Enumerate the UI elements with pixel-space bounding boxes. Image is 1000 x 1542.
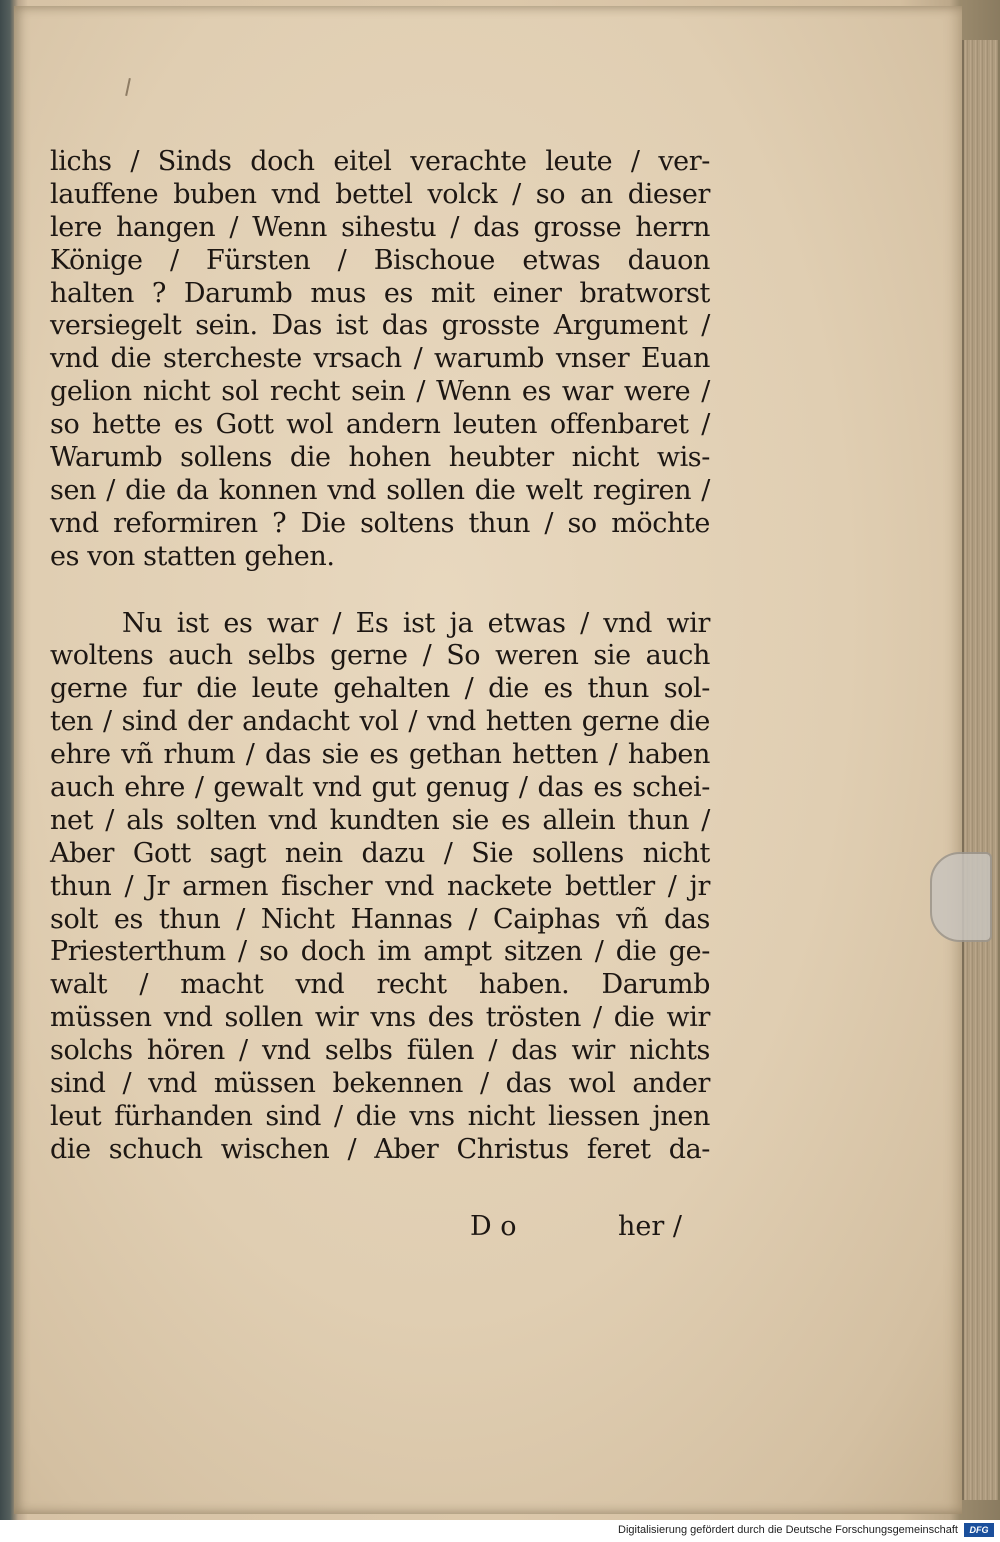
paragraph-2 bbox=[50, 608, 710, 1167]
text-line: Warumb sollens die hohen heubter nicht wis- bbox=[50, 442, 710, 474]
text-line: Priesterthum / so doch im ampt sitzen / die ge- bbox=[50, 936, 710, 968]
text-line: sind / vnd müssen bekennen / das wol ander bbox=[50, 1068, 710, 1100]
text-line: auch ehre / gewalt vnd gut genug / das es schei- bbox=[50, 772, 710, 804]
text-line: lere hangen / Wenn sihestu / das grosse herrn bbox=[50, 211, 710, 243]
text-line: Nu ist es war / Es ist ja etwas / vnd wir bbox=[122, 607, 710, 639]
page-edges bbox=[962, 40, 998, 1500]
text-line: leut fürhanden sind / die vns nicht liessen jnen bbox=[50, 1100, 710, 1132]
footer-bar bbox=[0, 1520, 1000, 1542]
clip-tab-icon bbox=[930, 852, 992, 942]
text-line: Aber Gott sagt nein dazu / Sie sollens nicht bbox=[50, 837, 710, 869]
text-line: gelion nicht sol recht sein / Wenn es war were / bbox=[50, 376, 710, 408]
signature-mark: D o bbox=[470, 1211, 517, 1242]
text-line: Könige / Fürsten / Bischoue etwas dauon bbox=[50, 244, 710, 276]
text-line: vnd reformiren ? Die soltens thun / so möchte bbox=[50, 507, 710, 539]
text-line: die schuch wischen / Aber Christus feret da- bbox=[50, 1133, 710, 1165]
dfg-logo-icon: DFG bbox=[964, 1523, 994, 1537]
text-line: vnd die stercheste vrsach / warumb vnser Euan bbox=[50, 343, 710, 375]
catchword: her / bbox=[618, 1211, 682, 1242]
paragraph-gap bbox=[50, 574, 710, 608]
text-line: halten ? Darumb mus es mit einer bratworst bbox=[50, 277, 710, 309]
text-line: ehre vñ rhum / das sie es gethan hetten / haben bbox=[50, 739, 710, 771]
text-line: walt / macht vnd recht haben. Darumb bbox=[50, 969, 710, 1001]
text-line: gerne fur die leute gehalten / die es thun sol- bbox=[50, 673, 710, 705]
footer-credit: Digitalisierung gefördert durch die Deutsche Forschungsgemeinschaft bbox=[618, 1524, 958, 1536]
text-line: versiegelt sein. Das ist das grosste Argument / bbox=[50, 310, 710, 342]
text-line: thun / Jr armen fischer vnd nackete bettler / jr bbox=[50, 870, 710, 902]
paragraph-1 bbox=[50, 146, 710, 574]
text-line: ten / sind der andacht vol / vnd hetten gerne die bbox=[50, 706, 710, 738]
text-line: müssen vnd sollen wir vns des trösten / die wir bbox=[50, 1002, 710, 1034]
text-line: lichs / Sinds doch eitel verachte leute / ver- bbox=[50, 146, 710, 177]
text-line: es von statten gehen. bbox=[50, 540, 335, 572]
page-text bbox=[50, 146, 710, 1167]
text-line: solt es thun / Nicht Hannas / Caiphas vñ das bbox=[50, 903, 710, 935]
text-line: net / als solten vnd kundten sie es allein thun / bbox=[50, 804, 710, 836]
text-line: sen / die da konnen vnd sollen die welt regiren / bbox=[50, 474, 710, 506]
text-line: solchs hören / vnd selbs fülen / das wir nichts bbox=[50, 1035, 710, 1067]
pencil-mark-icon bbox=[125, 78, 131, 96]
text-line: woltens auch selbs gerne / So weren sie auch bbox=[50, 640, 710, 672]
text-line: so hette es Gott wol andern leuten offenbaret / bbox=[50, 409, 710, 441]
text-line: lauffene buben vnd bettel volck / so an dieser bbox=[50, 178, 710, 210]
catchword-line bbox=[470, 1211, 682, 1242]
